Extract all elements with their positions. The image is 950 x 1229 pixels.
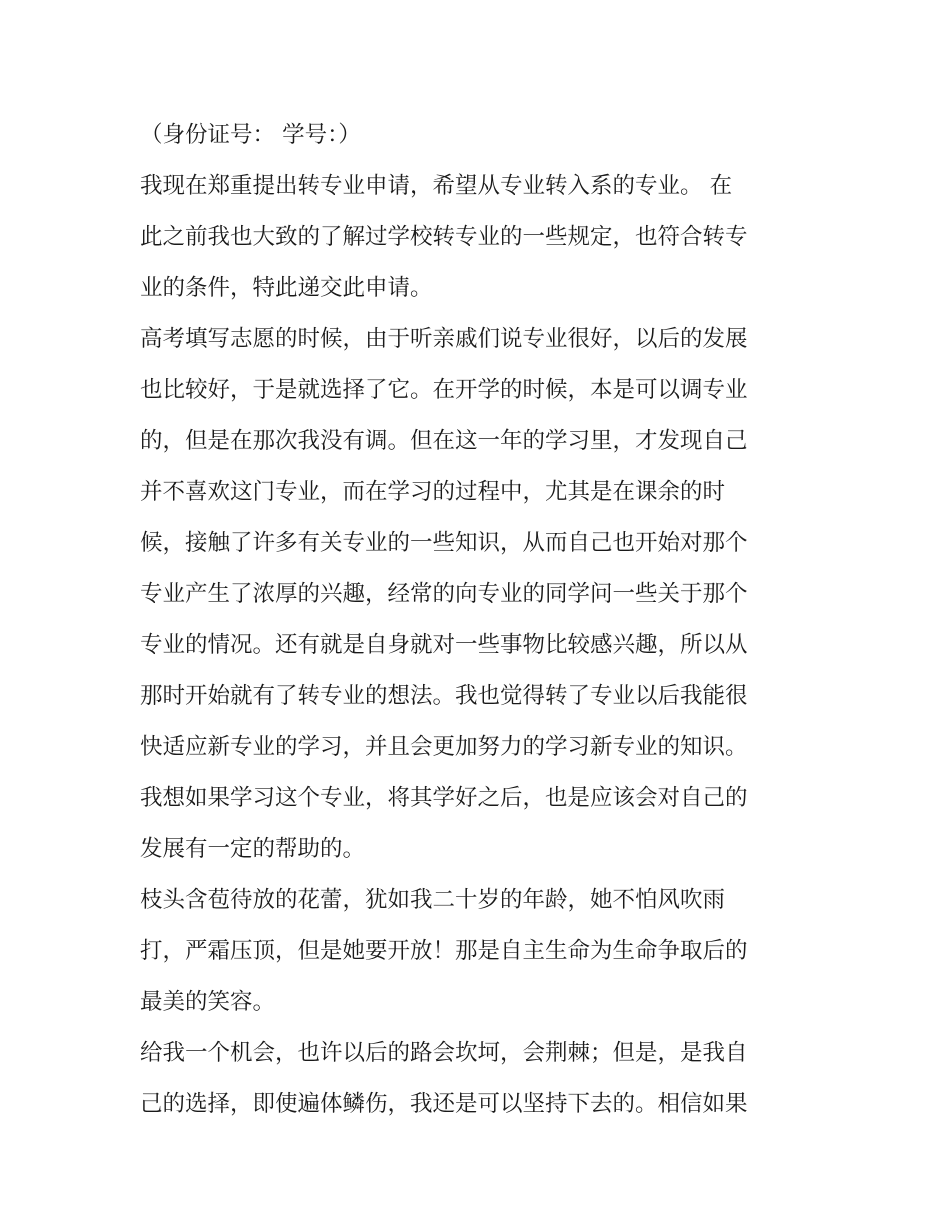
text-line: 也比较好，于是就选择了它。在开学的时候，本是可以调专业 [140,377,748,403]
text-line: 高考填写志愿的时候，由于听亲戚们说专业很好，以后的发展 [140,326,748,352]
text-line: 专业的情况。还有就是自身就对一些事物比较感兴趣，所以从 [140,632,748,658]
text-line: 快适应新专业的学习，并且会更加努力的学习新专业的知识。 [140,734,748,760]
text-line: 候，接触了许多有关专业的一些知识，从而自己也开始对那个 [140,530,748,556]
text-line: 枝头含苞待放的花蕾，犹如我二十岁的年龄，她不怕风吹雨 [140,887,726,913]
text-line: 给我一个机会，也许以后的路会坎坷，会荆棘；但是，是我自 [140,1040,748,1066]
text-line: 我想如果学习这个专业，将其学好之后，也是应该会对自己的 [140,785,748,811]
text-line: 最美的笑容。 [140,989,276,1015]
text-line: 专业产生了浓厚的兴趣，经常的向专业的同学问一些关于那个 [140,581,748,607]
text-line: 此之前我也大致的了解过学校转专业的一些规定，也符合转专 [140,224,748,250]
document-body [140,110,820,1130]
text-line: 发展有一定的帮助的。 [140,836,366,862]
text-line-id-fields: （身份证号： 学号：） [140,122,361,148]
text-line: 并不喜欢这门专业，而在学习的过程中，尤其是在课余的时 [140,479,726,505]
text-line: 的，但是在那次我没有调。但在这一年的学习里，才发现自己 [140,428,748,454]
text-line: 己的选择，即使遍体鳞伤，我还是可以坚持下去的。相信如果 [140,1091,748,1117]
text-line: 业的条件，特此递交此申请。 [140,275,433,301]
text-line: 我现在郑重提出转专业申请，希望从专业转入系的专业。 在 [140,173,733,199]
text-line: 打，严霜压顶，但是她要开放！那是自主生命为生命争取后的 [140,938,748,964]
text-line: 那时开始就有了转专业的想法。我也觉得转了专业以后我能很 [140,683,748,709]
